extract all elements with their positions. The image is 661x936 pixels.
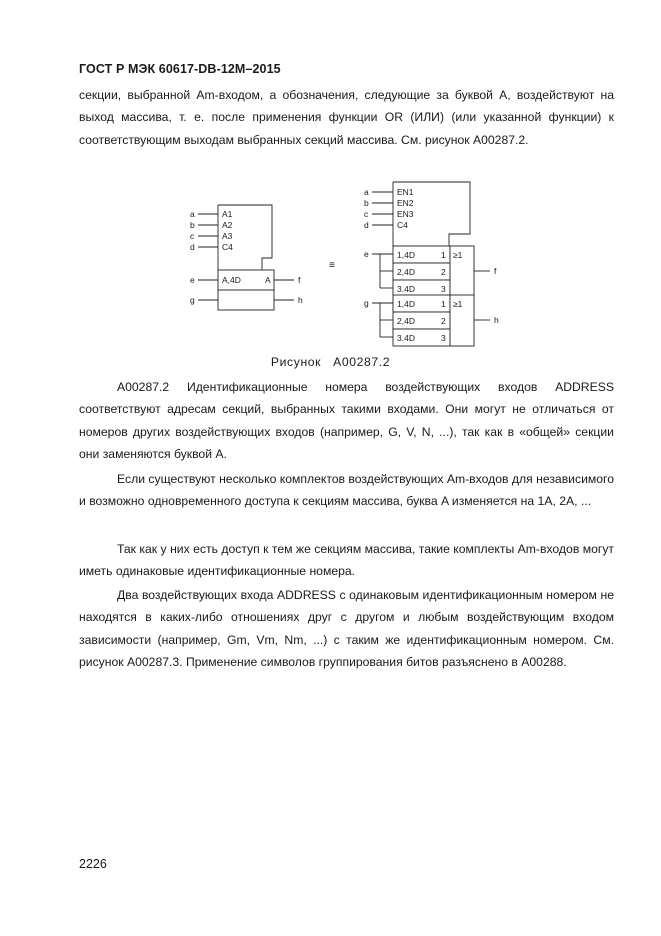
right-input-a: a: [364, 187, 369, 197]
left-control-a3: A3: [222, 231, 233, 241]
right-top-cell-2-label: 2,4D: [397, 267, 415, 277]
paragraph-3: [79, 468, 614, 513]
left-output-h: h: [298, 295, 303, 305]
right-input-g: g: [364, 298, 369, 308]
right-control-en1: EN1: [397, 187, 414, 197]
paragraph-4-text: Так как у них есть доступ к тем же секциям массива, такие комплекты Am-входов могут иметь одинаковые идентификационные номера.: [79, 542, 614, 579]
right-output-h: h: [494, 315, 499, 325]
right-input-c: c: [364, 209, 369, 219]
right-bottom-cell-3-num: 3: [441, 333, 446, 343]
left-input-b: b: [190, 220, 195, 230]
paragraph-5-text: Два воздействующих входа ADDRESS с одинаковым идентификационным номером не находятся в каких-либо отношениях друг с другом и любым воздействующим входом зависимости (например, Gm, Vm, Nm, ...) с таким же идентификационным номером. См. рисунок A00287.3. Применение символов группирования битов разъяснено в A00288.: [79, 588, 614, 670]
left-input-d: d: [190, 242, 195, 252]
left-control-c4: C4: [222, 242, 233, 252]
right-bottom-cell-2-label: 2,4D: [397, 316, 415, 326]
left-symbol: [190, 205, 303, 310]
right-bottom-cell-2-num: 2: [441, 316, 446, 326]
paragraph-3-text: Если существуют несколько комплектов воздействующих Am-входов для независимого и возможно одновременного доступа к секциям массива, буква A изменяется на 1A, 2A, ...: [79, 472, 614, 509]
paragraph-2: [79, 376, 614, 466]
right-control-en3: EN3: [397, 209, 414, 219]
paragraph-2-text: A00287.2 Идентификационные номера воздействующих входов ADDRESS соответствуют адресам секций, выбранных такими входами. Они могут не отличаться от номеров других воздействующих входов (например, G, V, N, ...), так как в «общей» секции они заменяются буквой A.: [79, 380, 614, 462]
right-bottom-cell-1-num: 1: [441, 299, 446, 309]
right-input-d: d: [364, 220, 369, 230]
figure-a00287-2: [0, 0, 661, 400]
right-bottom-cell-3-label: 3.4D: [397, 333, 415, 343]
right-control-c4: C4: [397, 220, 408, 230]
right-bottom-or-symbol: ≥1: [453, 299, 463, 309]
left-control-a1: A1: [222, 209, 233, 219]
right-top-cell-3-label: 3.4D: [397, 284, 415, 294]
document-header: ГОСТ Р МЭК 60617-DB-12M–2015: [79, 62, 281, 76]
right-input-b: b: [364, 198, 369, 208]
left-data-in-label: A,4D: [222, 275, 241, 285]
figure-caption-id: A00287.2: [333, 355, 391, 369]
paragraph-4: [79, 538, 614, 583]
right-top-cell-2-num: 2: [441, 267, 446, 277]
left-data-out-label: A: [265, 275, 271, 285]
left-data-element-2: [218, 290, 274, 310]
right-output-f: f: [494, 266, 497, 276]
left-output-f: f: [298, 275, 301, 285]
figure-caption: [0, 355, 661, 369]
right-symbol: [364, 182, 499, 346]
right-input-e: e: [364, 249, 369, 259]
right-top-cell-1-num: 1: [441, 250, 446, 260]
left-input-e: e: [190, 275, 195, 285]
right-top-or-symbol: ≥1: [453, 250, 463, 260]
right-bottom-cell-1-label: 1,4D: [397, 299, 415, 309]
left-input-c: c: [190, 231, 195, 241]
paragraph-1-text: секции, выбранной Am-входом, а обозначения, следующие за буквой A, воздействуют на выход массива, т. е. после применения функции OR (ИЛИ) (или указанной функции) к соответствующим выходам выбранных секций массива. См. рисунок A00287.2.: [79, 88, 614, 147]
equivalence-sign: ≡: [329, 260, 335, 271]
paragraph-5: [79, 584, 614, 674]
right-control-en2: EN2: [397, 198, 414, 208]
figure-caption-word: Рисунок: [270, 355, 322, 369]
left-input-g: g: [190, 295, 195, 305]
right-top-cell-3-num: 3: [441, 284, 446, 294]
right-top-cell-1-label: 1,4D: [397, 250, 415, 260]
page-number: 2226: [79, 857, 107, 871]
left-control-a2: A2: [222, 220, 233, 230]
left-input-a: a: [190, 209, 195, 219]
